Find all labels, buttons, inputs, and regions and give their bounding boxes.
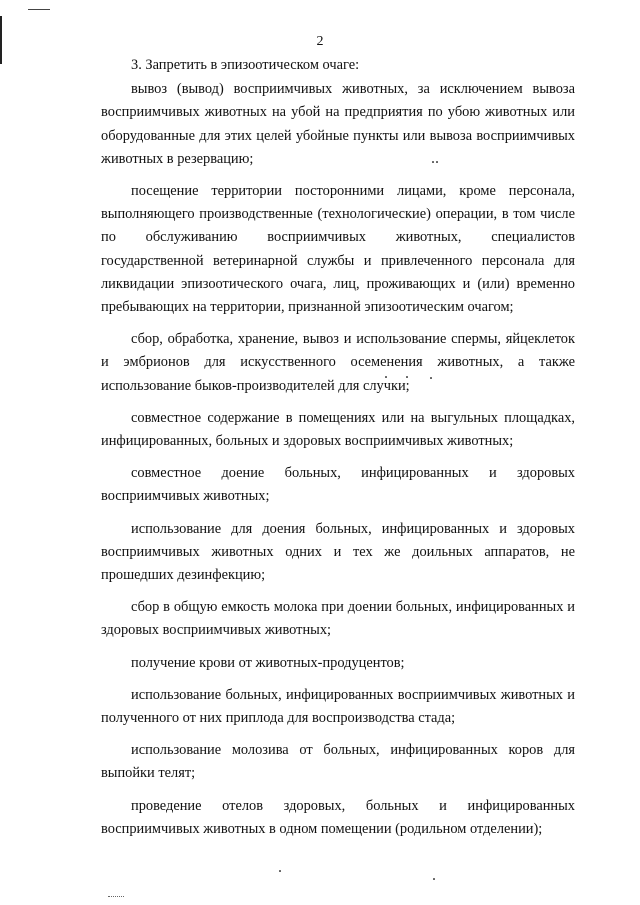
scan-top-mark (28, 9, 50, 10)
paragraph-milk-collection: сбор в общую емкость молока при доении больных, инфицированных и здоровых восприимчивых животных; (101, 599, 575, 639)
section-heading: 3. Запретить в эпизоотическом очаге: (131, 57, 360, 73)
scan-speck (430, 377, 432, 379)
paragraph-apparatus: использование для доения больных, инфицированных и здоровых восприимчивых животных одних и тех же доильных аппаратов, не прошедших дезинфекцию; (101, 520, 575, 584)
paragraph-breeding: использование больных, инфицированных восприимчивых животных и полученного от них приплода для воспроизводства стада; (101, 686, 575, 727)
paragraph-calving: проведение отелов здоровых, больных и инфицированных восприимчивых животных в одном помещении (родильном отделении); (101, 797, 575, 837)
scan-edge-mark (108, 896, 124, 898)
paragraph-sperm: сбор, обработка, хранение, вывоз и использование спермы, яйцеклеток и эмбрионов для искусственного осеменения животных, а также использование быков-производителей для случки; (101, 331, 575, 394)
paragraph-export: вывоз (вывод) восприимчивых животных, за исключением вывоза восприимчивых животных на убой на предприятия по убою животных или оборудованные для этих целей убойные пункты или вывоза восприимчивых животных в резервацию; (101, 81, 575, 167)
paragraph-blood: получение крови от животных-продуцентов; (131, 654, 405, 671)
scan-speck (432, 161, 434, 163)
page-number: 2 (316, 34, 324, 49)
body-text (101, 54, 575, 850)
scan-speck (385, 376, 387, 378)
paragraph-colostrum: использование молозива от больных, инфицированных коров для выпойки телят; (101, 742, 575, 782)
paragraph-keeping: совместное содержание в помещениях или на выгульных площадках, инфицированных, больных и здоровых восприимчивых животных; (101, 409, 575, 450)
paragraph-milking: совместное доение больных, инфицированных и здоровых восприимчивых животных; (101, 465, 575, 505)
scan-speck (406, 376, 408, 378)
scan-speck (433, 878, 435, 880)
scan-speck (436, 161, 438, 163)
paragraph-visits: посещение территории посторонними лицами, кроме персонала, выполняющего производственные (технологические) операции, в том числе по обслуживанию восприимчивых животных, специалистов государственной ветеринарной службы и привлеченного персонала для ликвидации эпизоотического очага, лиц, проживающих и (или) временно пребывающих на территории, признанной эпизоотическим очагом; (101, 183, 575, 316)
scan-speck (279, 870, 281, 872)
